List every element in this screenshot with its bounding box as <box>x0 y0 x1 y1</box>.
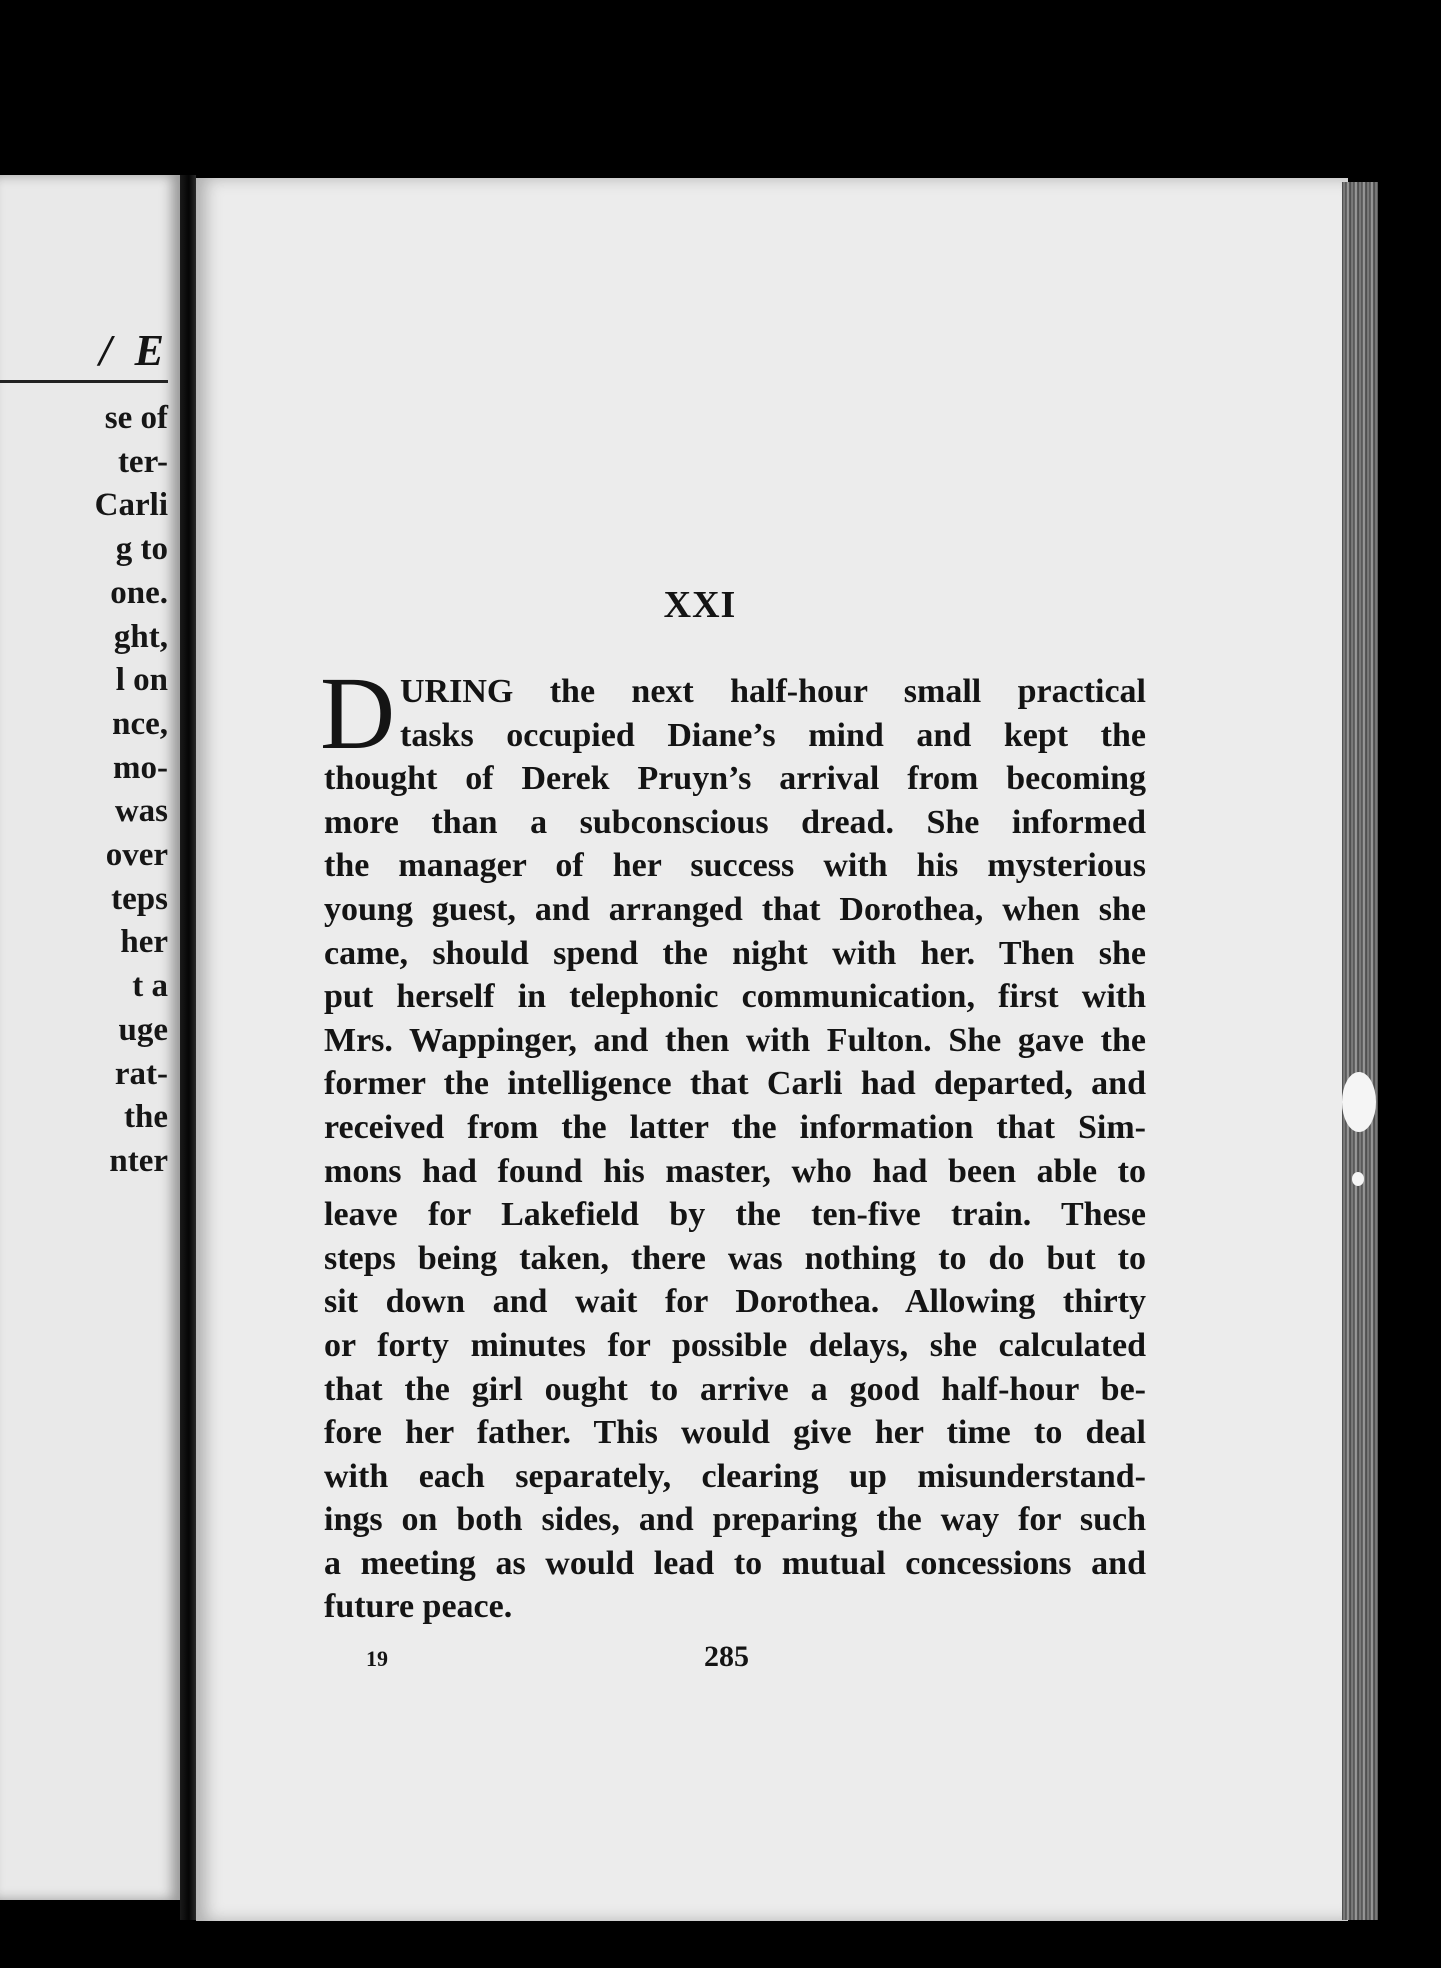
page-edge-stack <box>1342 182 1378 1920</box>
body-text-line: Mrs. Wappinger, and then with Fulton. She gave the <box>324 1021 1146 1059</box>
left-text-line: her <box>120 924 168 961</box>
left-page-text <box>95 397 168 1184</box>
left-text-line: g to <box>115 531 168 568</box>
body-text-line: more than a subconscious dread. She informed <box>324 803 1146 841</box>
body-text-line: came, should spend the night with her. Then she <box>324 934 1146 972</box>
body-text-line: tasks occupied Diane’s mind and kept the <box>400 716 1146 754</box>
left-text-line: over <box>105 837 168 874</box>
left-text-line: was <box>114 793 168 830</box>
left-text-line: teps <box>111 880 168 917</box>
body-text-line: fore her father. This would give her time to deal <box>324 1414 1146 1452</box>
left-text-line: nce, <box>112 705 168 742</box>
body-text-line: received from the latter the information that Sim- <box>324 1108 1146 1146</box>
signature-mark: 19 <box>366 1646 388 1671</box>
body-text-line: young guest, and arranged that Dorothea, when she <box>324 890 1146 928</box>
body-text-line: URING the next half-hour small practical <box>400 673 1146 710</box>
chapter-heading: XXI <box>663 584 737 626</box>
body-text-line: a meeting as would lead to mutual concessions and <box>324 1544 1146 1582</box>
body-text-line: mons had found his master, who had been able to <box>324 1152 1146 1190</box>
body-text-line: sit down and wait for Dorothea. Allowing thirty <box>324 1283 1146 1321</box>
body-text-line: steps being taken, there was nothing to do but to <box>324 1239 1146 1277</box>
left-text-line: rat- <box>114 1055 168 1092</box>
paper-blot <box>1352 1172 1364 1186</box>
book-gutter <box>180 175 196 1920</box>
left-text-line: uge <box>118 1011 168 1048</box>
body-text-line: ings on both sides, and preparing the way for such <box>324 1501 1146 1539</box>
right-page <box>196 178 1348 1921</box>
chapter-body-text <box>324 670 1146 1629</box>
left-text-line: t a <box>132 968 168 1005</box>
left-text-line: the <box>124 1099 168 1136</box>
drop-cap: D <box>320 656 396 771</box>
left-text-line: se of <box>104 400 168 436</box>
left-text-line: l on <box>115 662 168 699</box>
body-text-line: former the intelligence that Carli had departed, and <box>324 1065 1146 1103</box>
body-text-line: that the girl ought to arrive a good half-hour be- <box>324 1370 1146 1408</box>
left-text-line: ght, <box>113 618 168 655</box>
left-text-line: one. <box>110 574 168 611</box>
body-text-line: leave for Lakefield by the ten-five train. These <box>324 1196 1146 1234</box>
body-text-line: put herself in telephonic communication, first with <box>324 978 1146 1016</box>
body-text-line: with each separately, clearing up misunderstand- <box>324 1457 1146 1495</box>
left-text-line: nter <box>109 1142 168 1179</box>
left-text-line: mo- <box>113 749 168 786</box>
body-text-line: thought of Derek Pruyn’s arrival from becoming <box>324 760 1146 798</box>
left-running-header: / E <box>99 326 170 375</box>
left-text-line: Carli <box>94 487 168 524</box>
left-header-rule <box>0 380 168 383</box>
body-text-line: or forty minutes for possible delays, she calculated <box>324 1326 1146 1364</box>
page-number: 285 <box>704 1640 749 1673</box>
paper-blot <box>1342 1072 1376 1132</box>
body-text-line: the manager of her success with his mysterious <box>324 847 1146 885</box>
body-text-line: future peace. <box>324 1588 513 1626</box>
left-text-line: ter- <box>117 443 168 480</box>
left-page-fragment <box>0 175 180 1900</box>
